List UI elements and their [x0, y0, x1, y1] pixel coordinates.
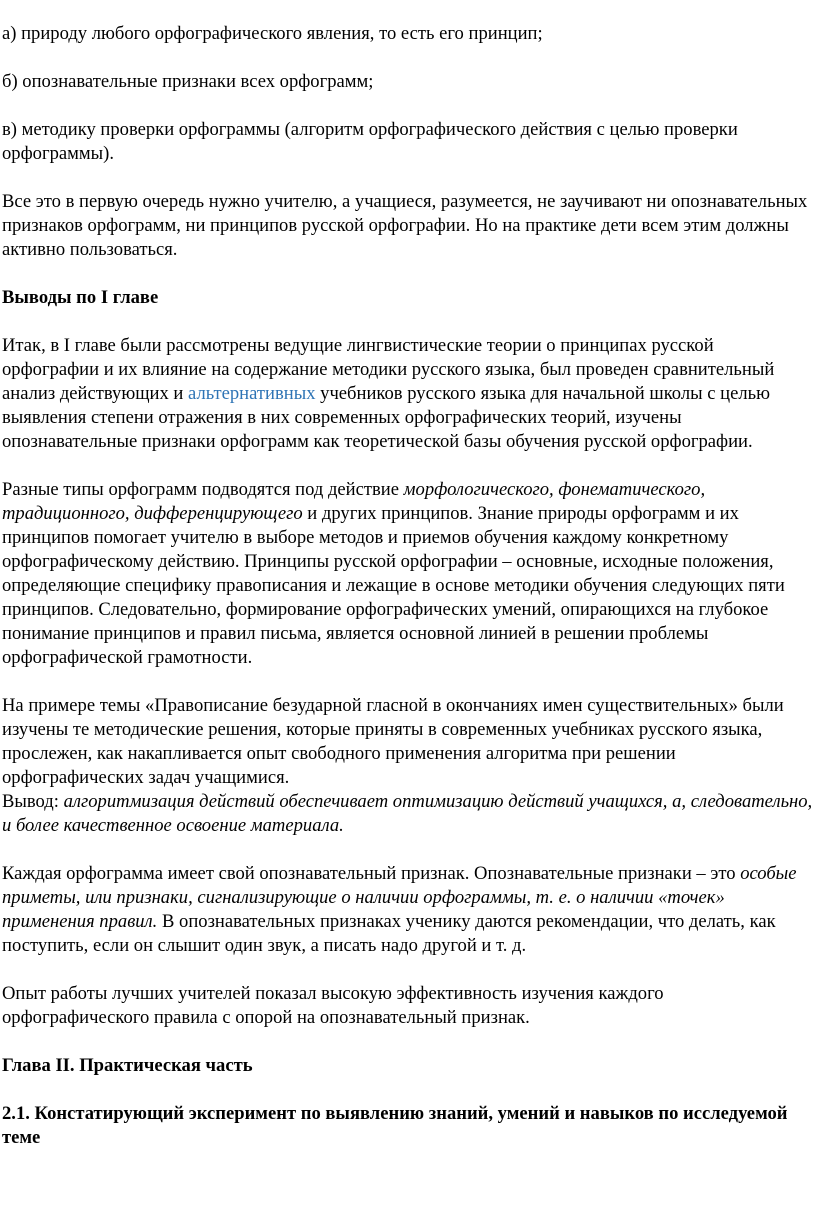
principles-paragraph [2, 478, 814, 670]
intro-paragraph: Все это в первую очередь нужно учителю, а учащиеся, разумеется, не заучивают ни опознавательных признаков орфограмм, ни принципов русской орфографии. Но на практике дети всем этим должны активно пользоваться. [2, 191, 808, 260]
conclusions-text-end: учебников русского языка для начальной школы с целью выявления степени отражения в них современных орфографических теорий, изучены опознавательные признаки орфограмм как теоретической базы обучения русской орфографии. [2, 383, 771, 452]
conclusions-paragraph-1 [2, 334, 814, 454]
conclusions-heading: Выводы по I главе [2, 287, 159, 308]
conclusion-italic: алгоритмизация действий обеспечивает оптимизацию действий учащихся, а, следовательно, и более качественное освоение материала. [2, 791, 813, 836]
list-item-a: а) природу любого орфографического явления, то есть его принцип; [2, 23, 543, 44]
signs-italic: особые приметы, или признаки, сигнализирующие о наличии орфограммы, т. е. о наличии «точек» применения правил. [2, 863, 797, 932]
principles-text-end: и других принципов. Знание природы орфограмм и их принципов помогает учителю в выборе методов и приемов обучения каждому конкретному орфографическому действию. Принципы русской орфографии – основные, исходные положения, определяющие специфику правописания и лежащие в основе методики обучения следующих пяти принципов. Следовательно, формирование орфографических умений, опирающихся на глубокое понимание принципов и правил письма, является основной линией в решении проблемы орфографической грамотности. [2, 503, 785, 668]
signs-text-start: Каждая орфограмма имеет свой опознавательный признак. Опознавательные признаки – это [2, 863, 741, 884]
signs-paragraph [2, 862, 814, 958]
conclusions-text-start: Итак, в I главе были рассмотрены ведущие лингвистические теории о принципах русской орфографии и их влияние на содержание методики русского языка, был проведен сравнительный анализ действующих и [2, 335, 775, 404]
principles-italic: морфологического, фонематического, традиционного, дифференцирующего [2, 479, 706, 524]
section-2-1-heading: 2.1. Констатирующий эксперимент по выявлению знаний, умений и навыков по исследуемой теме [2, 1103, 788, 1148]
conclusion-label: Вывод: [2, 791, 64, 812]
chapter-2-heading: Глава II. Практическая часть [2, 1055, 253, 1076]
example-paragraph: На примере темы «Правописание безударной гласной в окончаниях имен существительных» были изучены те методические решения, которые приняты в современных учебниках русского языка, прослежен, как накапливается опыт свободного применения алгоритма при решении орфографических задач учащимися. [2, 695, 784, 788]
alternative-textbooks-link[interactable]: альтернативных [188, 383, 316, 404]
list-item-b: б) опознавательные признаки всех орфограмм; [2, 71, 374, 92]
principles-text-start: Разные типы орфограмм подводятся под действие [2, 479, 404, 500]
signs-text-end: В опознавательных признаках ученику даются рекомендации, что делать, как поступить, если он слышит один звук, а писать надо другой и т. д. [2, 911, 776, 956]
experience-paragraph: Опыт работы лучших учителей показал высокую эффективность изучения каждого орфографического правила с опорой на опознавательный признак. [2, 983, 664, 1028]
conclusion-paragraph [2, 790, 814, 838]
list-item-v: в) методику проверки орфограммы (алгоритм орфографического действия с целью проверки орфограммы). [2, 119, 738, 164]
